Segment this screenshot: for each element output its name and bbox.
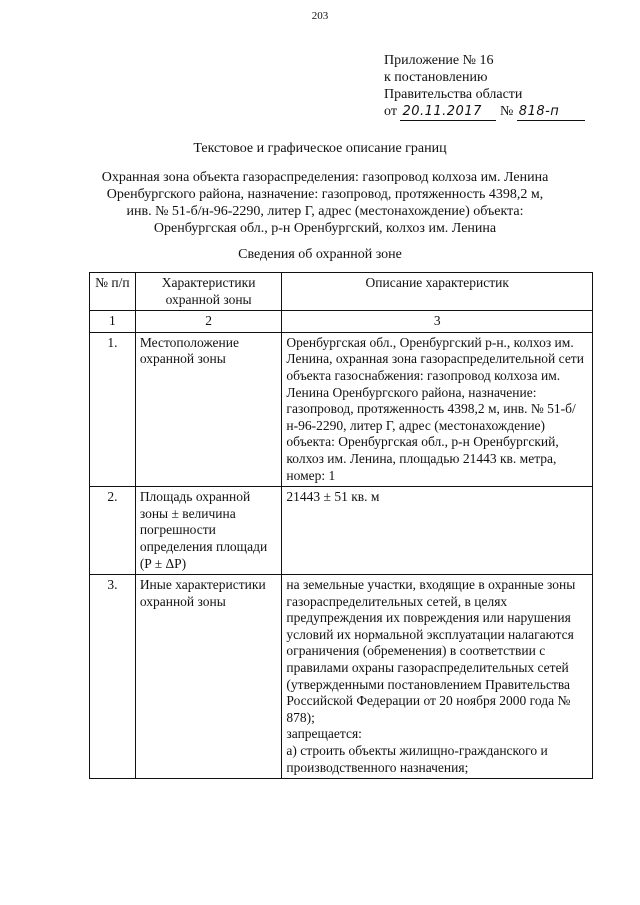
appendix-date-line [384, 103, 585, 121]
appendix-header [384, 52, 585, 121]
description-paragraph: запрещается: [286, 726, 362, 742]
header-description: Описание характеристик [282, 273, 593, 311]
from-label: от [384, 104, 397, 119]
row-characteristic: Местоположение охранной зоны [135, 332, 282, 486]
header-characteristic: Характеристики охранной зоны [135, 273, 282, 311]
object-line: Охранная зона объекта газораспределения: газопровод колхоза им. Ленина [101, 170, 549, 185]
appendix-decree: к постановлению [384, 70, 488, 85]
table-header-row [90, 273, 593, 311]
table-row [90, 332, 593, 486]
row-description: Оренбургская обл., Оренбургский р-н., колхоз им. Ленина, охранная зона газораспределительной сети объекта газоснабжения: газопровод колхоза им. Ленина Оренбургского района, назначение: газопровод, протяженность 4398,2 м, инв. № 51-б/н-96-2290, литер Г, адрес (местонахождение) объекта: Оренбургская обл., р-н Оренбургский, колхоз им. Ленина, площадью 21443 кв. метра, номер: 1 [282, 332, 593, 486]
object-description [90, 169, 560, 237]
row-description: 21443 ± 51 кв. м [282, 487, 593, 575]
description-paragraph: а) строить объекты жилищно-гражданского и производственного назначения; [286, 743, 548, 775]
object-line: Оренбургская обл., р-н Оренбургский, колхоз им. Ленина [153, 221, 497, 236]
row-num: 2. [90, 487, 136, 575]
index-cell: 1 [90, 311, 136, 333]
handwritten-date: 20.11.2017 [400, 103, 496, 121]
row-num: 1. [90, 332, 136, 486]
page-number: 203 [311, 10, 329, 22]
object-line: Оренбургского района, назначение: газопровод, протяженность 4398,2 м, [106, 187, 544, 202]
table-row [90, 487, 593, 575]
table-index-row [90, 311, 593, 333]
number-label: № [499, 104, 514, 119]
handwritten-number: 818-п [517, 103, 585, 121]
document-title: Текстовое и графическое описание границ [193, 141, 447, 156]
section-title: Сведения об охранной зоне [238, 247, 402, 262]
appendix-number: Приложение № 16 [384, 53, 494, 68]
row-characteristic: Иные характеристики охранной зоны [135, 575, 282, 779]
row-characteristic: Площадь охранной зоны ± величина погрешности определения площади (P ± ΔP) [135, 487, 282, 575]
appendix-government: Правительства области [384, 87, 523, 102]
row-num: 3. [90, 575, 136, 779]
object-line: инв. № 51-б/н-96-2290, литер Г, адрес (местонахождение) объекта: [126, 204, 524, 219]
row-description [282, 575, 593, 779]
zone-table [89, 272, 593, 779]
index-cell: 3 [282, 311, 593, 333]
description-paragraph: на земельные участки, входящие в охранные зоны газораспределительных сетей, в целях предупреждения их повреждения или нарушения условий их нормальной эксплуатации налагаются ограничения (обременения) в соответствии с правилами охраны газораспределительных сетей (утвержденными постановлением Правительства Российской Федерации от 20 ноября 2000 года № 878); [286, 577, 576, 725]
table-row [90, 575, 593, 779]
header-num: № п/п [90, 273, 136, 311]
index-cell: 2 [135, 311, 282, 333]
